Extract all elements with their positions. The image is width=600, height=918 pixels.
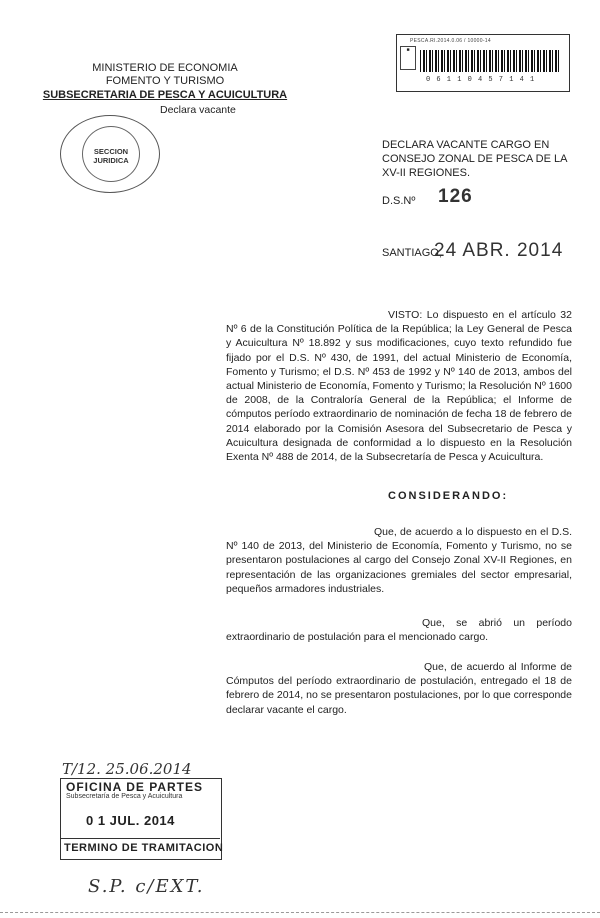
page-bottom-edge bbox=[0, 912, 600, 913]
ministry-name: MINISTERIO DE ECONOMIA bbox=[92, 62, 238, 74]
stamp-date: 0 1 JUL. 2014 bbox=[86, 813, 175, 828]
stamp-office: OFICINA DE PARTES bbox=[66, 780, 204, 794]
crest-icon: ■ bbox=[400, 46, 416, 70]
barcode-bars bbox=[420, 50, 560, 72]
stamp-divider bbox=[60, 838, 220, 839]
visto-paragraph bbox=[226, 308, 572, 464]
decree-date: 24 ABR. 2014 bbox=[434, 240, 564, 261]
considerando-text-1: Que, de acuerdo a lo dispuesto en el D.S. Nº 140 de 2013, del Ministerio de Economía, Fomento y Turismo, no se presentaron postulaciones al cargo del Consejo Zonal XV-II Regiones, en representación de las organizaciones gremiales del sector empresarial, pequeños armadores industriales. bbox=[226, 526, 572, 595]
considerando-paragraph-2 bbox=[226, 616, 572, 644]
visto-text: Lo dispuesto en el artículo 32 Nº 6 de la Constitución Política de la República; la Ley General de Pesca y Acuicultura Nº 18.892 y sus modificaciones, cuyo texto refundido fue fijado por el D.S. Nº 430, de 1991, del actual Ministerio de Economía, Fomento y Turismo; el D.S. Nº 453 de 1992 y Nº 140 de 2013, ambos del actual Ministerio de Economía, Fomento y Turismo; la Resolución Nº 1600 de 2008, de la Contraloría General de la República; el Informe de cómputos período extraordinario de nominación de fecha 18 de febrero de 2014 elaborado por la Comisión Asesora del Subsecretario de Pesca y Acuicultura designada de conformidad a lo dispuesto en la Resolución Exenta Nº 488 de 2014, de la Subsecretaría de Pesca y Acuicultura. bbox=[226, 309, 572, 464]
barcode-top-text: PESCA.RI.2014.0.06 / 10000-14 bbox=[410, 38, 491, 44]
considerando-heading: CONSIDERANDO: bbox=[388, 490, 509, 502]
handwritten-initials: S.P. c/EXT. bbox=[88, 876, 205, 897]
considerando-text-2: Que, se abrió un período extraordinario de postulación para el mencionado cargo. bbox=[226, 617, 572, 644]
decree-number: 126 bbox=[438, 186, 473, 207]
date-city: SANTIAGO, bbox=[382, 247, 442, 259]
barcode-number: 0 6 1 1 0 4 5 7 1 4 1 bbox=[426, 76, 536, 84]
subsecretaria-name: SUBSECRETARIA DE PESCA Y ACUICULTURA bbox=[42, 89, 288, 101]
stamp-status: TERMINO DE TRAMITACION bbox=[64, 842, 224, 854]
seal-text: SECCION JURIDICA bbox=[93, 147, 129, 165]
visto-keyword: VISTO: bbox=[388, 309, 423, 321]
considerando-text-3: Que, de acuerdo al Informe de Cómputos del período extraordinario de postulación, entregado el 18 de febrero de 2014, no se presentaron postulaciones, por lo que corresponde declarar vacante el cargo. bbox=[226, 661, 572, 716]
ministry-subtitle: FOMENTO Y TURISMO bbox=[105, 75, 225, 87]
stamp-subsecretaria: Subsecretaría de Pesca y Acuicultura bbox=[66, 793, 183, 800]
decree-title: DECLARA VACANTE CARGO EN CONSEJO ZONAL DE PESCA DE LA XV-II REGIONES. bbox=[382, 139, 567, 179]
considerando-paragraph-3 bbox=[226, 660, 572, 717]
decree-label: D.S.Nº bbox=[382, 195, 416, 207]
declara-note: Declara vacante bbox=[160, 104, 236, 116]
handwritten-date: T/12. 25.06.2014 bbox=[62, 760, 192, 778]
considerando-paragraph-1 bbox=[226, 525, 572, 596]
